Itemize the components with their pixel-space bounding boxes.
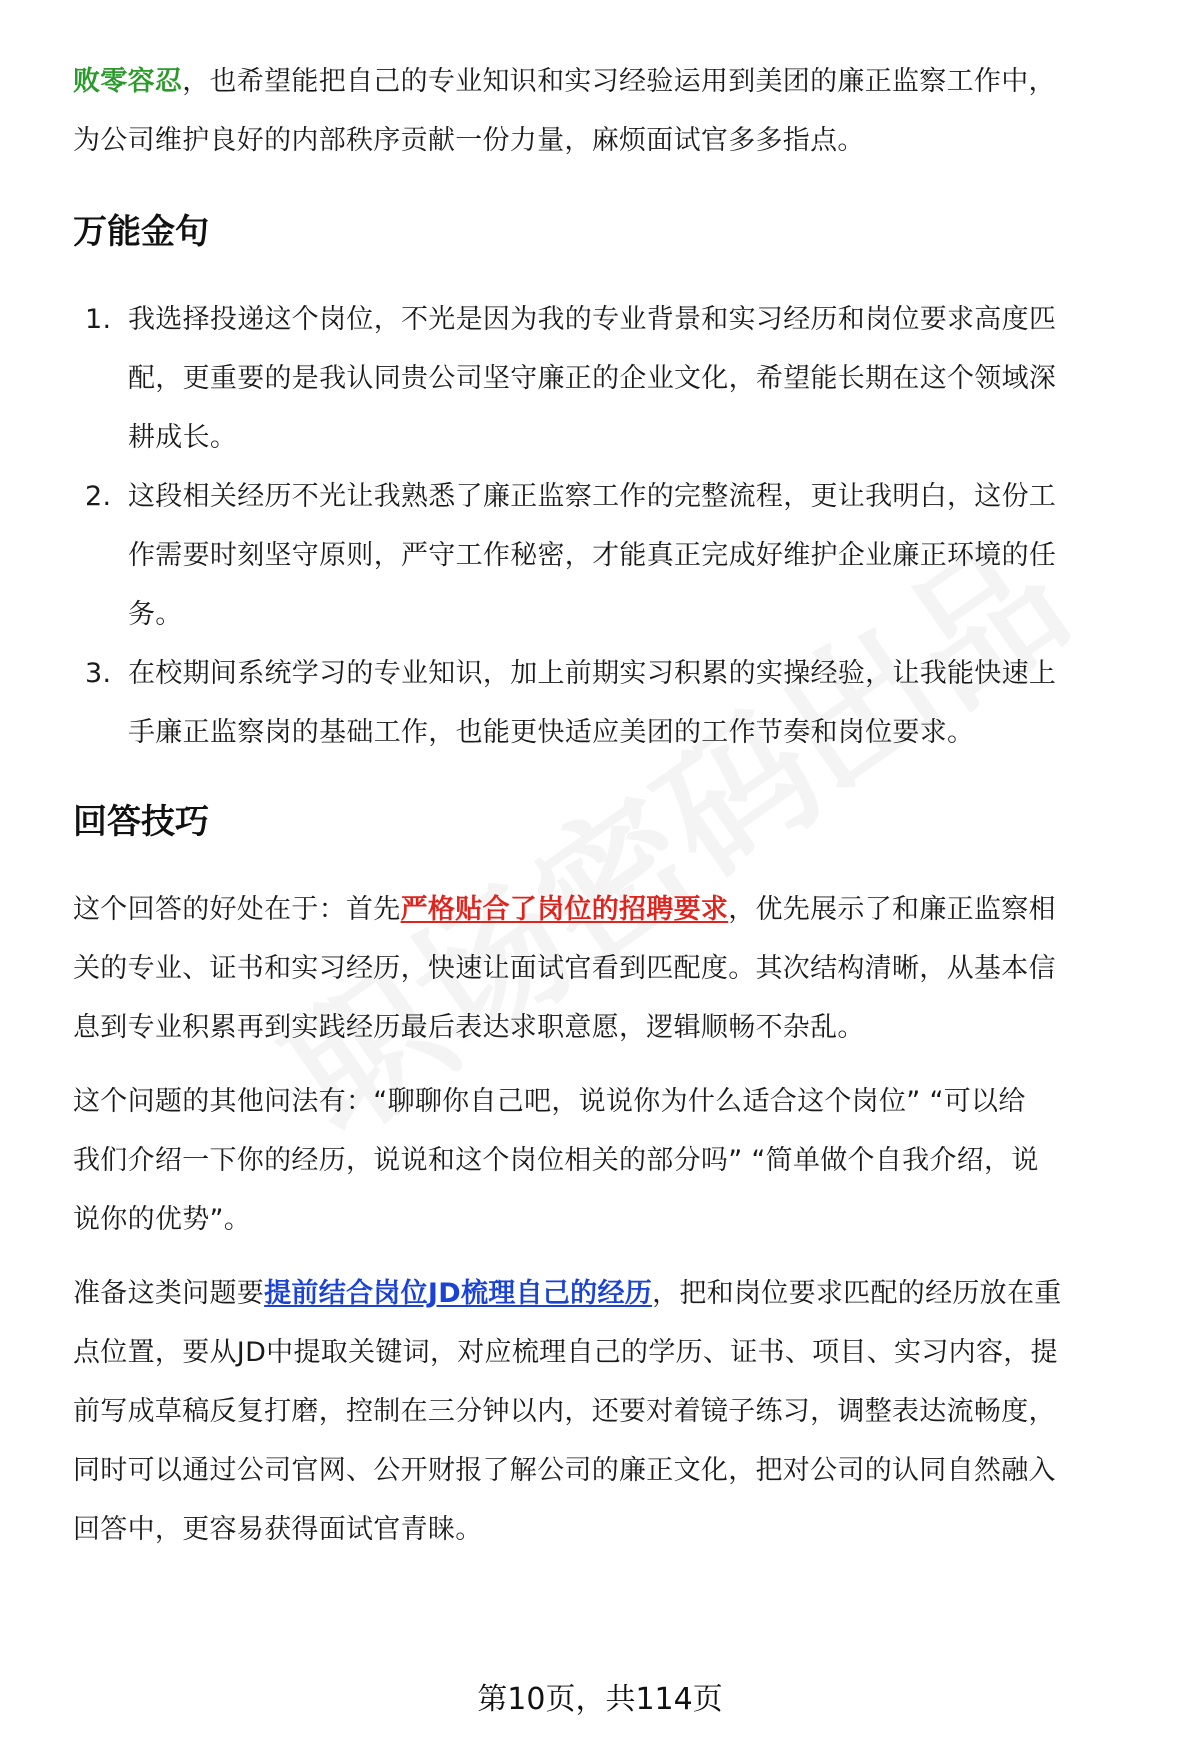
intro-line-1: 败零容忍，也希望能把自己的专业知识和实习经验运用到美团的廉正监察工作中， (73, 66, 1056, 97)
highlight-red: 严格贴合了岗位的招聘要求 (400, 894, 729, 925)
tips-paragraph-3: 准备这类问题要提前结合岗位JD梳理自己的经历，把和岗位要求匹配的经历放在重 点位置，要从JD中提取关键词，对应梳理自己的学历、证书、项目、实习内容，提 前写成草稿反复打磨，控制在三分钟以内，还要对着镜子练习，调整表达流畅度， 同时可以通过公司官网、公开财报了解公司的廉正文化，把对公司的认同自然融入 回答中，更容易获得面试官青睐。 (73, 1278, 1062, 1545)
highlight-green: 败零容忍 (73, 66, 183, 97)
list-item: 2. 这段相关经历不光让我熟悉了廉正监察工作的完整流程，更让我明白，这份工 作需要时刻坚守原则，严守工作秘密，才能真正完成好维护企业廉正环境的任 务。 (85, 481, 1057, 630)
section-heading-universal-lines: 万能金句 (73, 212, 209, 252)
golden-lines-list (73, 290, 1153, 762)
intro-line-2: 为公司维护良好的内部秩序贡献一份力量，麻烦面试官多多指点。 (73, 125, 865, 156)
list-item: 3. 在校期间系统学习的专业知识，加上前期实习积累的实操经验，让我能快速上 手廉正监察岗的基础工作，也能更快适应美团的工作节奏和岗位要求。 (85, 658, 1057, 748)
page-number: 第10页，共114页 (477, 1682, 723, 1717)
highlight-blue: 提前结合岗位JD梳理自己的经历 (264, 1278, 653, 1309)
list-item: 1. 我选择投递这个岗位，不光是因为我的专业背景和实习经历和岗位要求高度匹 配，更重要的是我认同贵公司坚守廉正的企业文化，希望能长期在这个领域深 耕成长。 (85, 304, 1057, 453)
section-heading-answer-tips: 回答技巧 (73, 802, 209, 842)
tips-paragraph-2: 这个问题的其他问法有：“聊聊你自己吧，说说你为什么适合这个岗位” “可以给 我们介绍一下你的经历，说说和这个岗位相关的部分吗” “简单做个自我介绍，说 说你的优势”。 (73, 1086, 1039, 1235)
intro-paragraph (73, 52, 1153, 170)
tips-paragraph-1: 这个回答的好处在于：首先严格贴合了岗位的招聘要求，优先展示了和廉正监察相 关的专业、证书和实习经历，快速让面试官看到匹配度。其次结构清晰，从基本信 息到专业积累再到实践经历最后表达求职意愿，逻辑顺畅不杂乱。 (73, 894, 1056, 1043)
document-page (73, 52, 1153, 1559)
